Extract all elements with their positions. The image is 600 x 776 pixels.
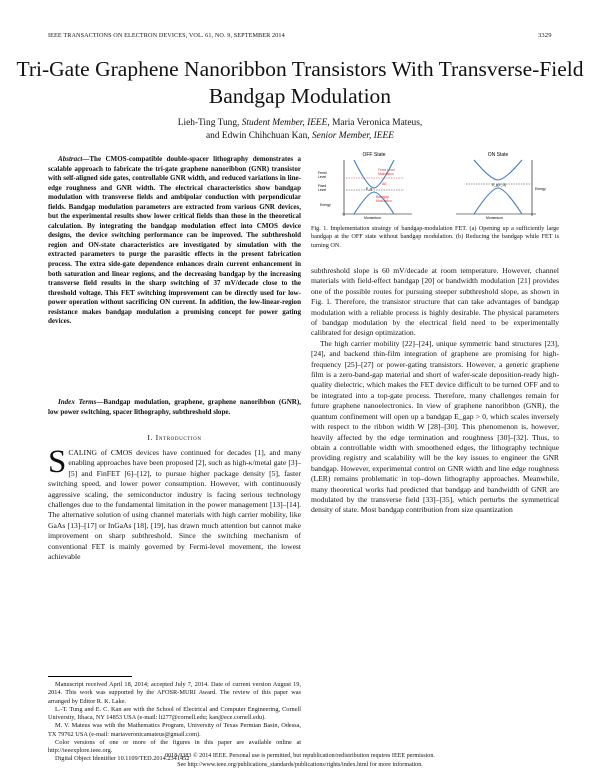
footnote-received: Manuscript received April 18, 2014; accepted July 7, 2014. Date of current version August 19, 2014. This work was supported by the AFOSR-MURI Award. The review of this paper was arranged by Editor R. K. Lake. — [48, 681, 301, 705]
paragraph-2: The high carrier mobility [22]–[24], unique symmetric band structures [23], [24], and backend thin-film integration of graphene are promising for high-frequency [25]–[27] or power-gating transistors. However, a generic graphene film is a zero-band-gap material and short of wafer-scale deposition-ready high-quality dielectric, which makes the FET device difficult to be turned OFF and to be integrated into a top-gate process. Therefore, many challenges remain for future graphene nanoelectronics. In view of graphene nanoribbon (GNR), the quantum confinement will open up a bandgap E_gap > 0, which scales inversely with respect to the ribbon width W [28]–[30]. This phenomenon is, however, heavily affected by the edge termination and roughness [30]–[32]. Thus, to obtain a controllable width with smoothened edges, the lithography technique providing registry and scalability will be the key issues to engineer the GNR bandgap. However, experimental control on GNR width and line edge roughness (LER) remains problematic in top–down lithography approaches. Meanwhile, many theoretical works had predicted that bandgap and bandwidth of GNR are modulated by the transverse field [33]–[35], which perturbs the symmetrical density of state. Most bandgap contribution from size quantization — [311, 338, 559, 515]
introduction-body — [48, 444, 301, 562]
abstract-label: Abstract— — [58, 155, 90, 163]
energy-label-a: Energy — [320, 203, 331, 207]
copyright-notice — [0, 752, 600, 769]
page-number: 3329 — [538, 32, 552, 39]
drop-cap: S — [48, 444, 67, 480]
paragraph-1: subthreshold slope is 60 mV/decade at room temperature. However, channel materials with field-effect bandgap [20] or bandwidth modulation [21] provides one of the possible routes for pursuing steeper subthreshold slope, as shown in Fig. 1. Therefore, the transistor structure that can take advantages of bandgap modulation with a reliable process is highly desirable. The physical parameters of bandgap modulation by the electrical field need to be experimentally calibrated for design optimization. — [311, 266, 559, 338]
bandgap-modulation-label — [376, 195, 392, 203]
section-heading-introduction: I. Introduction — [147, 433, 202, 442]
index-terms-label: Index Terms— — [58, 398, 104, 406]
eg-vg-label: E_g(V_G) — [492, 183, 507, 187]
fixed-level-text-2: Level — [318, 188, 327, 192]
off-state-label: OFF State — [362, 152, 386, 158]
index-terms-text: Bandgap modulation, graphene, graphene nanoribbon (GNR), low power switching, spacer lithography, subthreshold slope. — [48, 398, 301, 416]
panel-a-off-state — [318, 152, 412, 222]
paper-title: Tri-Gate Graphene Nanoribbon Transistors With Transverse-Field Bandgap Modulation — [16, 57, 584, 108]
fermi-modulation-text-1: Fermi Level — [378, 168, 395, 172]
introduction-text: CALING of CMOS devices have continued for decades [1], and many enabling approaches have been proposed [2], such as high-κ/metal gate [3]–[5] and FinFET [6]–[12], to pursue higher package density [5], faster switching speed, and lower power consumption. However, with continuously aggressive scaling, the semiconductor industry is facing serious technology challenges due to the fundamental limitation in the power management [13]–[14]. The alternative solution of using channel materials with high carrier mobility, like GaAs [13]–[17] or InGaAs [18], [19], has drawn much attention but cannot make improvement on sharp subthreshold. Since the switching mechanism of conventional FET is mainly governed by Fermi-level movement, the lowest achievable — [48, 448, 301, 562]
author-line1-mid: , Maria Veronica Mateus, — [327, 118, 423, 128]
bandgap-modulation-text-2: Modulation — [376, 198, 392, 203]
momentum-label-a: Momentum — [364, 216, 381, 220]
conduction-band-b — [474, 160, 522, 180]
fermi-level-text-2: Level — [318, 175, 327, 179]
running-header-journal: IEEE TRANSACTIONS ON ELECTRON DEVICES, VOL. 61, NO. 9, SEPTEMBER 2014 — [48, 32, 285, 39]
copyright-line-2: See http://www.ieee.org/publications_standards/publications/rights/index.html for more information. — [177, 761, 423, 768]
footnote-doi: Digital Object Identifier 10.1109/TED.2014.2341452 — [55, 755, 190, 763]
fermi-level-text — [318, 171, 327, 179]
panel-b-on-state — [456, 152, 546, 222]
figure-band-diagram — [316, 150, 556, 222]
on-state-label: ON State — [487, 152, 509, 158]
valence-band-b — [474, 188, 522, 214]
author-line2-names: and Edwin Chihchuan Kan, — [206, 130, 310, 141]
author-line2-role: Senior Member, IEEE — [311, 130, 394, 141]
fermi-modulation-label — [378, 168, 395, 176]
footnote-color-versions: Color versions of one or more of the figures in this paper are available online at http://ieeexplore.ieee.org. — [48, 738, 301, 754]
bandgap-modulation-text-1: Bandgap — [376, 195, 389, 199]
abstract — [48, 155, 301, 327]
momentum-label-b: Momentum — [486, 216, 503, 220]
energy-label-b: Energy — [535, 187, 546, 191]
fermi-level-text-1: Fermi — [318, 171, 327, 175]
footnote-affiliation-mateus: M. V. Mateus was with the Mathematics Program, University of Texas Permian Basin, Odessa, TX 79762 USA (e-mail: mariaveronicamateus@gmail.com). — [48, 722, 301, 738]
fixed-level-text — [318, 184, 326, 192]
eg-label: E_g — [366, 187, 373, 191]
index-terms — [48, 398, 301, 417]
author-list — [0, 117, 600, 143]
right-column-body — [311, 266, 559, 516]
author-line1-names: Lieh-Ting Tung, — [177, 118, 240, 128]
fermi-modulation-text-2: Modulation — [378, 171, 394, 176]
fixed-level-text-1: Fixed — [318, 184, 327, 188]
author-line1-role: Student Member, IEEE — [241, 118, 328, 128]
footnote-affiliation-tung-kan: L.-T. Tung and E. C. Kan are with the School of Electrical and Computer Engineering, Cornell University, Ithaca, NY 14853 USA (e-mail: lt277@cornell.edu; kan@ece.cornell.edu). — [48, 705, 301, 721]
delta-e-label: ΔE — [382, 182, 387, 186]
figure-caption: Fig. 1. Implementation strategy of bandgap-modulation FET. (a) Opening up a sufficiently large bandgap at the OFF state without bandgap modulation. (b) Reducing the bandgap while FET is turning ON. — [311, 225, 559, 249]
abstract-text: The CMOS-compatible double-spacer lithography demonstrates a scalable approach to fabricate the tri-gate graphene nanoribbon (GNR) transistor with self-aligned side gates, controllable GNR width, and reduced variations in line-edge roughness and GNR width. The electrical characteristics show bandgap modulation with transverse fields and ambipolar conduction with perpendicular fields. Bandgap modulation parameters are extracted from various GNR devices, but the experimental results show lower critical fields than those in the theoretical calculation. By integrating the bandgap modulation effect into CMOS device designs, the device switching performance can be improved. The subthreshold region and ON-state characteristics are investigated by simulation with the extracted parameters to purge the parasitic effects in the present fabrication process. The extra side-gate dependence enhances drain current enhancement in both saturation and linear regions, and the decreasing bandgap by the increasing transverse field results in the sharp switching of 37 mV/decade close to the threshold voltage. This FET switching improvement can be directly used for low-power operation without sacrificing ON current. In addition, the low-linear-region resistance makes bandgap modulation a promising concept for power gating devices. — [48, 155, 301, 326]
copyright-line-1: 0018-9383 © 2014 IEEE. Personal use is permitted, but republication/redistribution requires IEEE permission. — [165, 753, 435, 759]
footnote-rule — [48, 676, 132, 677]
